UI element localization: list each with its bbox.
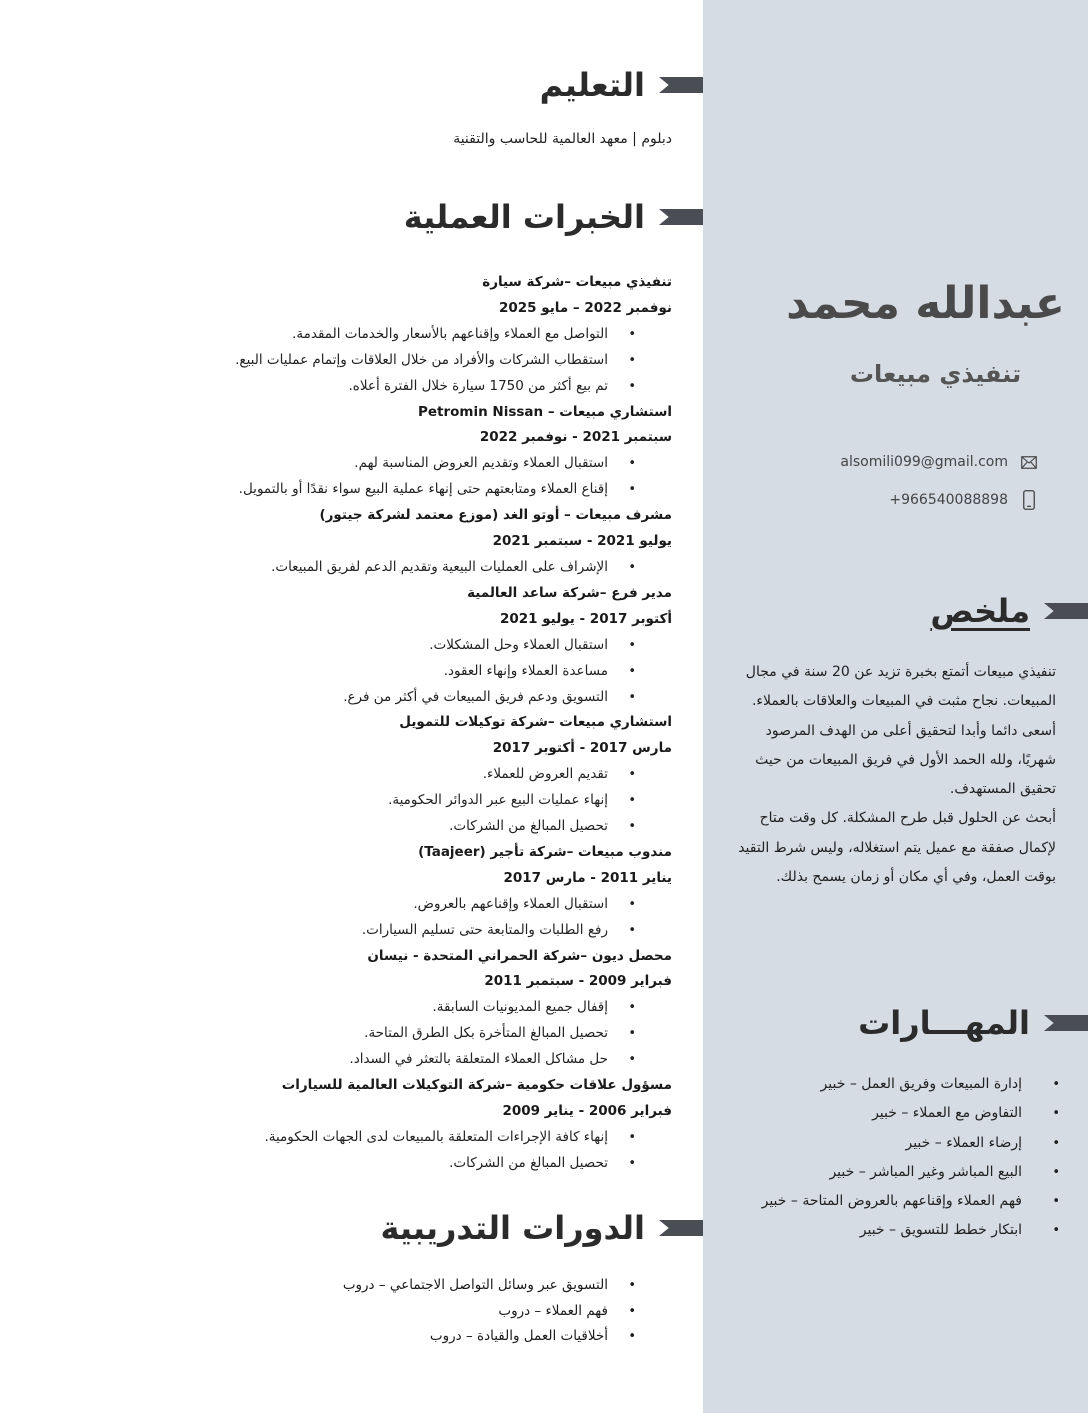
job-date: فبراير 2006 - يناير 2009 bbox=[502, 1103, 672, 1119]
ribbon-icon bbox=[659, 1220, 703, 1236]
envelope-icon bbox=[1018, 451, 1040, 473]
skill-item: • البيع المباشر وغير المباشر – خبير bbox=[733, 1158, 1022, 1187]
job-date: مارس 2017 - أكتوبر 2017 bbox=[492, 740, 672, 757]
list-item: • استقطاب الشركات والأفراد من خلال العلاقات وإتمام عمليات البيع. bbox=[92, 348, 672, 374]
courses-list bbox=[112, 1273, 672, 1350]
ribbon-icon bbox=[659, 209, 703, 225]
list-item: • رفع الطلبات والمتابعة حتى تسليم السيارات. bbox=[92, 918, 672, 944]
list-item: • تقديم العروض للعملاء. bbox=[92, 762, 672, 788]
course-item: • التسويق عبر وسائل التواصل الاجتماعي – دروب bbox=[112, 1273, 672, 1299]
education-heading bbox=[540, 66, 703, 104]
phone-contact[interactable] bbox=[740, 489, 1040, 511]
job-role: تنفيذي مبيعات bbox=[849, 360, 1022, 388]
skill-item: • ابتكار خطط للتسويق – خبير bbox=[733, 1216, 1022, 1245]
list-item: • استقبال العملاء وتقديم العروض المناسبة لهم. bbox=[92, 451, 672, 477]
email-text: alsomili099@gmail.com bbox=[840, 454, 1008, 470]
list-item: • تحصيل المبالغ من الشركات. bbox=[92, 814, 672, 840]
job-duties-list bbox=[92, 633, 672, 711]
summary-paragraph: تنفيذي مبيعات أتمتع بخبرة تزيد عن 20 سنة في مجال المبيعات. نجاح مثبت في المبيعات والعلاقات بالعملاء. bbox=[745, 664, 1056, 710]
job-date: يناير 2011 - مارس 2017 bbox=[503, 869, 672, 886]
job-date: يوليو 2021 - سبتمبر 2021 bbox=[492, 533, 672, 550]
person-name: عبدالله محمد bbox=[786, 278, 1065, 329]
job-duties-list bbox=[92, 762, 672, 840]
skill-item: • التفاوض مع العملاء – خبير bbox=[733, 1099, 1022, 1128]
list-item: • مساعدة العملاء وإنهاء العقود. bbox=[92, 659, 672, 685]
job-title: مشرف مبيعات – أوتو الغد (موزع معتمد لشركة جيتور) bbox=[319, 507, 672, 524]
courses-title: الدورات التدريبية bbox=[380, 1209, 645, 1247]
job-date: أكتوبر 2017 - يوليو 2021 bbox=[499, 610, 672, 627]
job-duties-list bbox=[92, 995, 672, 1073]
ribbon-icon bbox=[1044, 1015, 1088, 1031]
job-title: استشاري مبيعات – Petromin Nissan bbox=[417, 403, 672, 420]
job-duties-list bbox=[92, 892, 672, 944]
list-item: • تم بيع أكثر من 1750 سيارة خلال الفترة أعلاه. bbox=[92, 374, 672, 400]
skills-heading bbox=[858, 1004, 1088, 1042]
email-contact[interactable] bbox=[740, 451, 1040, 473]
list-item: • استقبال العملاء وإقناعهم بالعروض. bbox=[92, 892, 672, 918]
list-item: • استقبال العملاء وحل المشكلات. bbox=[92, 633, 672, 659]
job-title: مسؤول علاقات حكومية –شركة التوكيلات العالمية للسيارات bbox=[281, 1077, 672, 1094]
experience-title: الخبرات العملية bbox=[403, 198, 645, 236]
job-date: فبراير 2009 - سبتمبر 2011 bbox=[484, 973, 672, 990]
list-item: • التسويق ودعم فريق المبيعات في أكثر من فرع. bbox=[92, 685, 672, 711]
course-item: • أخلاقيات العمل والقيادة – دروب bbox=[112, 1324, 672, 1350]
skill-item: • إرضاء العملاء – خبير bbox=[733, 1129, 1022, 1158]
list-item: • تحصيل المبالغ المتأخرة بكل الطرق المتاحة. bbox=[92, 1021, 672, 1047]
skills-title: المهـــارات bbox=[858, 1004, 1030, 1042]
list-item: • إنهاء كافة الإجراءات المتعلقة بالمبيعات لدى الجهات الحكومية. bbox=[92, 1125, 672, 1151]
job-date: نوفمبر 2022 – مايو 2025 bbox=[498, 299, 672, 316]
skills-list bbox=[703, 1070, 1088, 1246]
summary-title: ملخص bbox=[930, 592, 1030, 630]
summary-paragraph: أبحث عن الحلول قبل طرح المشكلة. كل وقت متاح لإكمال صفقة مع عميل يتم استغلاله، وليس شرط التقيد بوقت العمل، وفي أي مكان أو زمان يسمح بذلك. bbox=[738, 810, 1056, 886]
list-item: • التواصل مع العملاء وإقناعهم بالأسعار والخدمات المقدمة. bbox=[92, 322, 672, 348]
courses-heading bbox=[380, 1209, 703, 1247]
job-title: استشاري مبيعات –شركة توكيلات للتمويل bbox=[399, 714, 672, 731]
phone-text: +966540088898 bbox=[889, 492, 1008, 508]
list-item: • إقفال جميع المديونيات السابقة. bbox=[92, 995, 672, 1021]
experience-heading bbox=[404, 198, 703, 236]
job-duties-list bbox=[92, 1125, 672, 1177]
job-title: محصل ديون –شركة الحمراني المتحدة - نيسان bbox=[367, 947, 672, 964]
ribbon-icon bbox=[1044, 603, 1088, 619]
education-entry: دبلوم | معهد العالمية للحاسب والتقنية bbox=[453, 131, 672, 147]
ribbon-icon bbox=[659, 77, 703, 93]
job-duties-list bbox=[92, 322, 672, 400]
summary-heading bbox=[930, 592, 1088, 630]
experience-list bbox=[92, 270, 672, 1177]
list-item: • إنهاء عمليات البيع عبر الدوائر الحكومية. bbox=[92, 788, 672, 814]
job-title: تنفيذي مبيعات –شركة سيارة bbox=[482, 274, 672, 290]
summary-paragraph: أسعى دائما وأبدا لتحقيق أعلى من الهدف المرصود شهريًا، ولله الحمد الأول في فريق المبيعات من حيث تحقيق المستهدف. bbox=[755, 722, 1056, 798]
job-date: سبتمبر 2021 - نوفمبر 2022 bbox=[479, 429, 672, 446]
list-item: • إقناع العملاء ومتابعتهم حتى إنهاء عملية البيع سواء نقدًا أو بالتمويل. bbox=[92, 477, 672, 503]
skill-item: • إدارة المبيعات وفريق العمل – خبير bbox=[733, 1070, 1022, 1099]
job-duties-list bbox=[92, 555, 672, 581]
list-item: • الإشراف على العمليات البيعية وتقديم الدعم لفريق المبيعات. bbox=[92, 555, 672, 581]
education-title: التعليم bbox=[539, 66, 645, 104]
course-item: • فهم العملاء – دروب bbox=[112, 1299, 672, 1325]
job-title: مدير فرع –شركة ساعد العالمية bbox=[467, 584, 672, 601]
list-item: • حل مشاكل العملاء المتعلقة بالتعثر في السداد. bbox=[92, 1047, 672, 1073]
summary-text bbox=[703, 658, 1088, 892]
list-item: • تحصيل المبالغ من الشركات. bbox=[92, 1151, 672, 1177]
job-duties-list bbox=[92, 451, 672, 503]
job-title: مندوب مبيعات –شركة تأجير (Taajeer) bbox=[418, 843, 672, 860]
skill-item: • فهم العملاء وإقناعهم بالعروض المتاحة – خبير bbox=[733, 1187, 1022, 1216]
phone-icon bbox=[1018, 489, 1040, 511]
